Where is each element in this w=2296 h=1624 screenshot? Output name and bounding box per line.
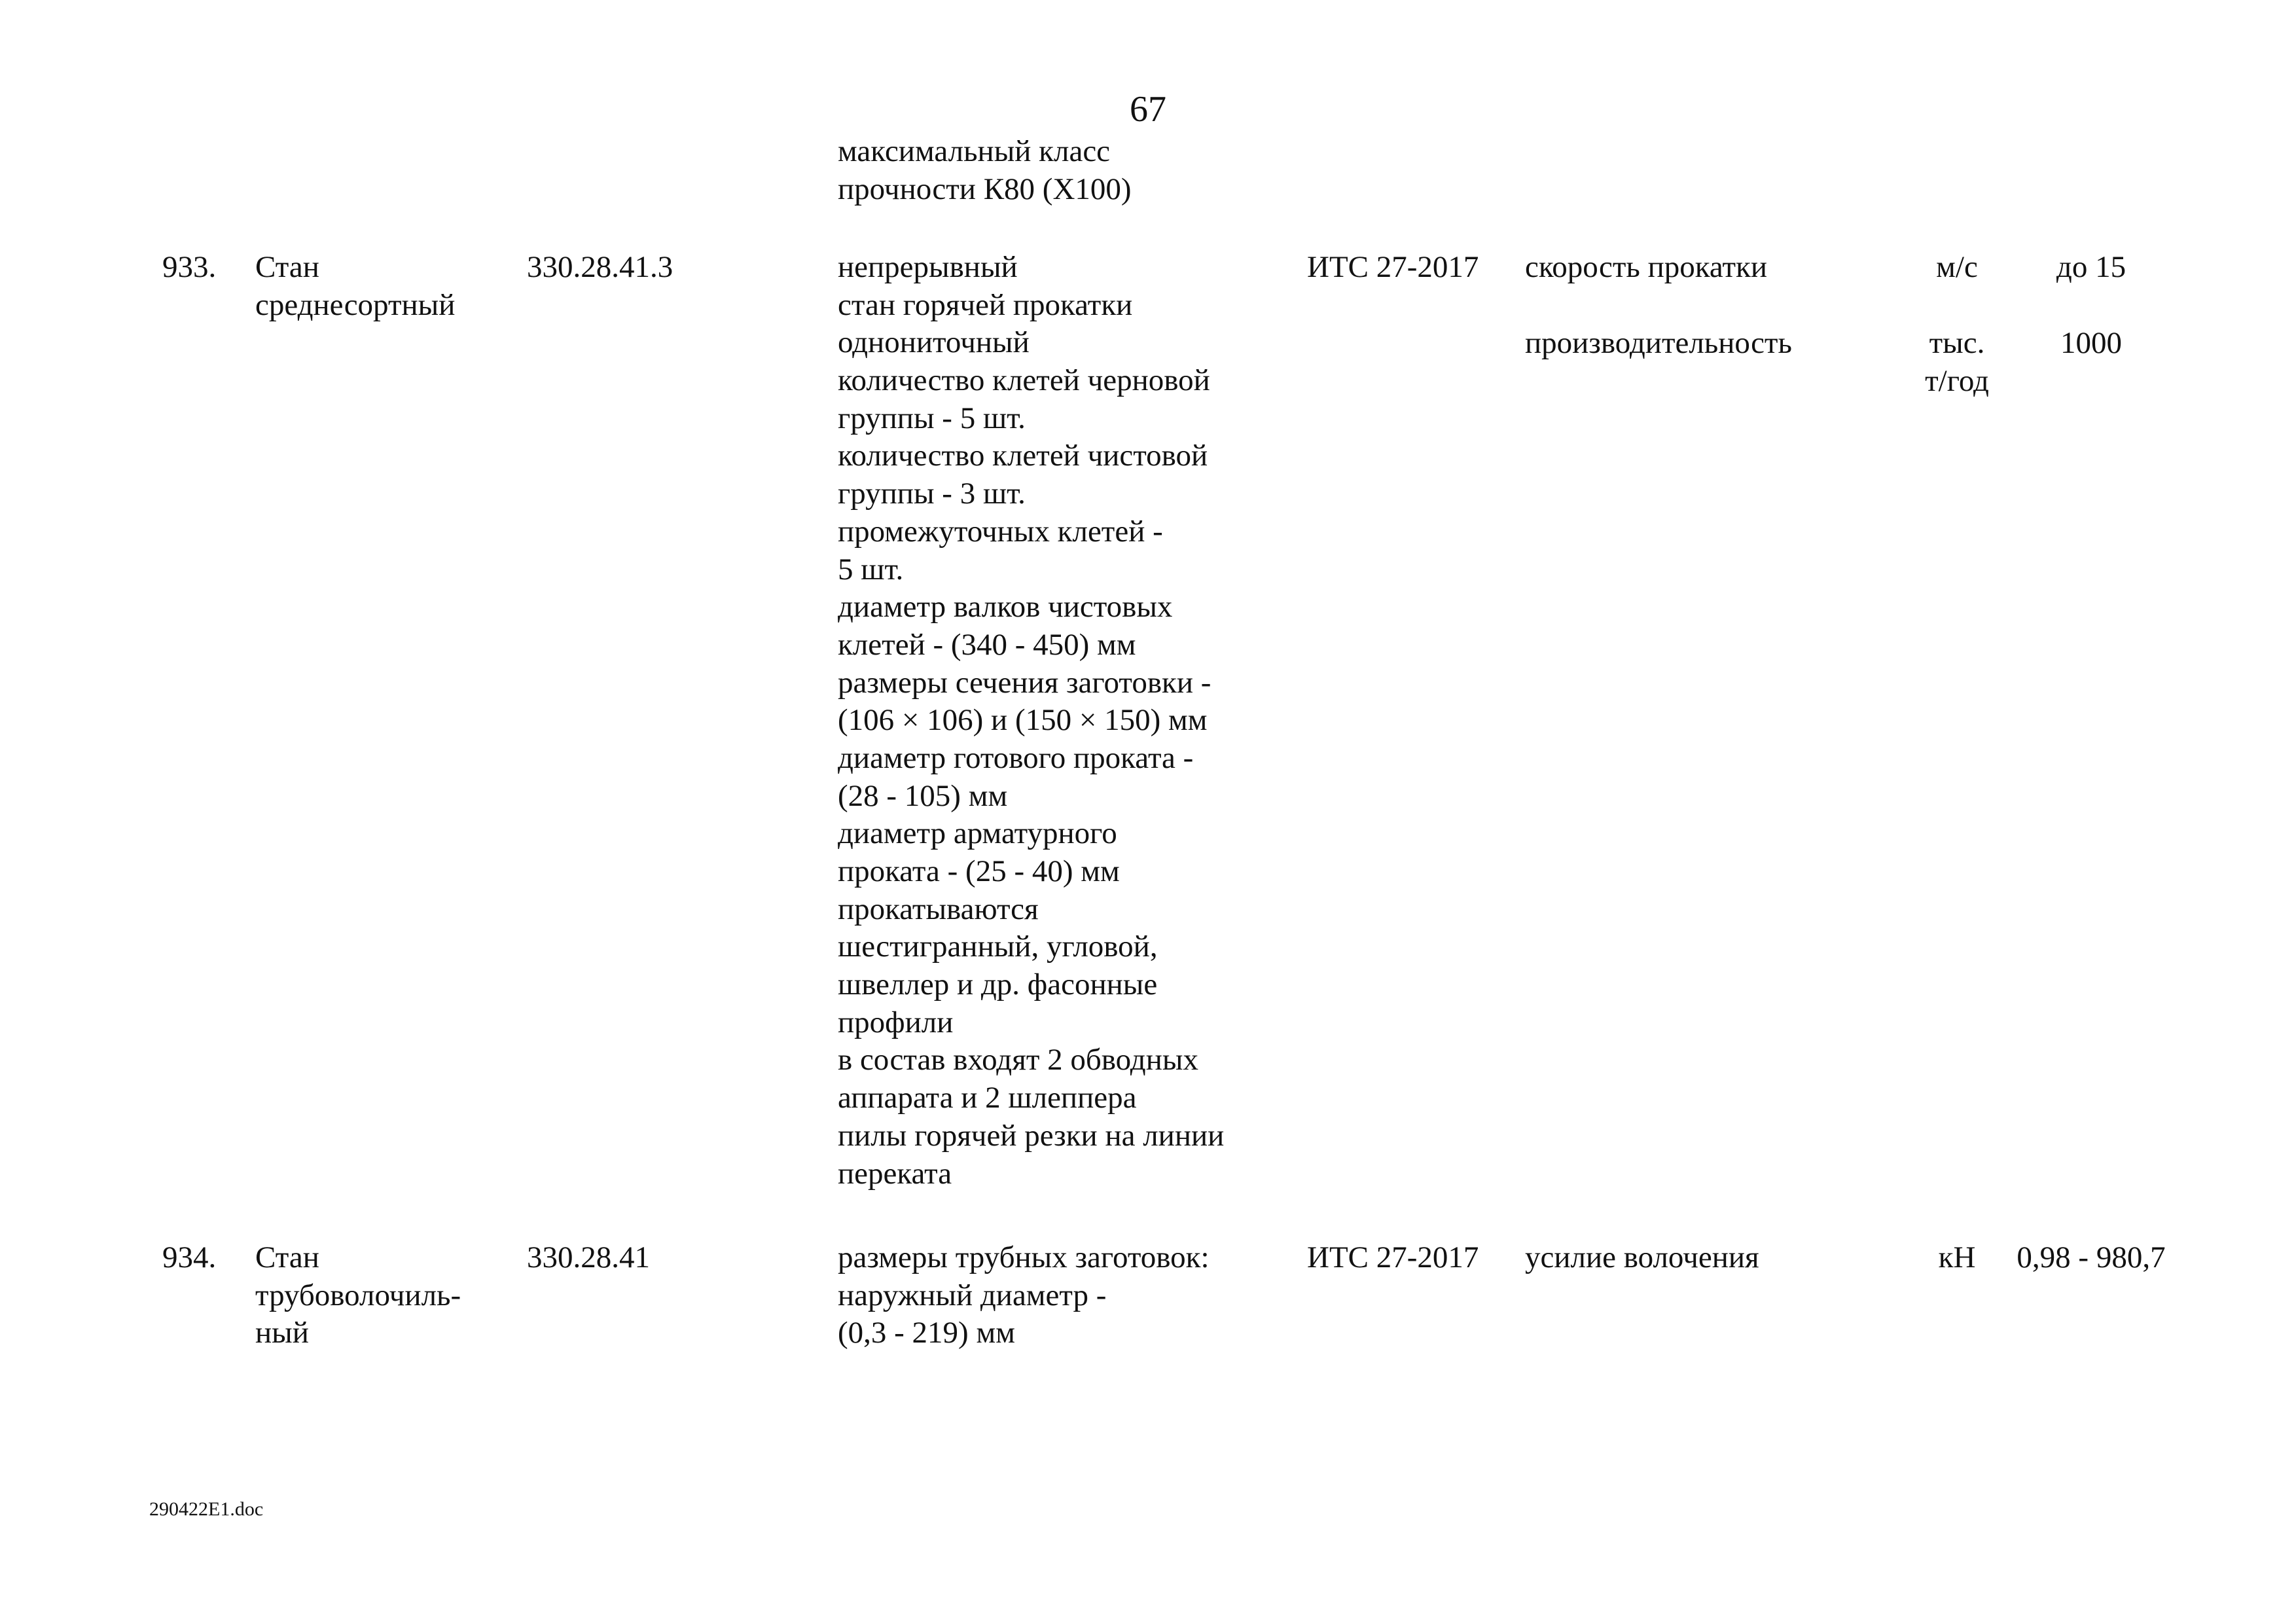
description-line: переката [838, 1156, 952, 1191]
description-line: (0,3 - 219) мм [838, 1316, 1015, 1350]
parameter-unit: м/с [1936, 250, 1978, 284]
description-line: размеры сечения заготовки - [838, 665, 1211, 700]
parameter-unit-line: т/год [1925, 363, 1989, 398]
parameter-value: 1000 [2060, 326, 2122, 360]
description-line: швеллер и др. фасонные [838, 967, 1158, 1002]
equipment-name-line: ный [255, 1316, 309, 1350]
parameter-name: производительность [1525, 326, 1792, 360]
standard-reference: ИТС 27-2017 [1307, 1240, 1479, 1274]
equipment-name-line: Стан [255, 1240, 319, 1274]
equipment-name-line: Стан [255, 250, 319, 284]
description-line: диаметр валков чистовых [838, 590, 1173, 624]
description-line: (28 - 105) мм [838, 778, 1008, 813]
okpd-code: 330.28.41.3 [527, 250, 673, 284]
description-line: группы - 5 шт. [838, 401, 1026, 435]
standard-reference: ИТС 27-2017 [1307, 250, 1479, 284]
row-number: 933. [162, 250, 217, 284]
parameter-name: скорость прокатки [1525, 250, 1768, 284]
description-line: прокатываются [838, 892, 1039, 926]
description-line: непрерывный [838, 250, 1018, 284]
description-line: профили [838, 1005, 954, 1039]
description-line: наружный диаметр - [838, 1278, 1107, 1312]
equipment-name-line: трубоволочиль- [255, 1278, 461, 1312]
description-line: группы - 3 шт. [838, 477, 1026, 511]
equipment-name-line: среднесортный [255, 287, 456, 322]
parameter-name: усилие волочения [1525, 1240, 1759, 1274]
continuation-line: максимальный класс [838, 134, 1111, 168]
description-line: пилы горячей резки на линии [838, 1118, 1225, 1153]
document-filename: 290422E1.doc [149, 1498, 264, 1520]
description-line: 5 шт. [838, 552, 904, 586]
description-line: количество клетей черновой [838, 363, 1210, 398]
description-line: диаметр готового проката - [838, 740, 1194, 775]
description [838, 249, 1224, 1193]
equipment-name [255, 249, 455, 324]
okpd-code: 330.28.41 [527, 1240, 650, 1274]
description-line: количество клетей чистовой [838, 439, 1208, 473]
parameter-unit-line: тыс. [1929, 326, 1985, 360]
row-number: 934. [162, 1240, 217, 1274]
description-line: шестигранный, угловой, [838, 929, 1158, 964]
description-line: аппарата и 2 шлеппера [838, 1081, 1137, 1115]
description-line: размеры трубных заготовок: [838, 1240, 1210, 1274]
description-line: диаметр арматурного [838, 816, 1117, 851]
description-line: в состав входят 2 обводных [838, 1043, 1198, 1077]
parameter-value: до 15 [2056, 250, 2126, 284]
description-line: стан горячей прокатки [838, 287, 1133, 322]
parameter-unit: кН [1938, 1240, 1976, 1274]
description-line: проката - (25 - 40) мм [838, 854, 1120, 888]
description [838, 1239, 1210, 1352]
continuation-text [838, 133, 1132, 208]
continuation-line: прочности К80 (Х100) [838, 171, 1132, 206]
page-number: 67 [1130, 89, 1166, 130]
description-line: (106 × 106) и (150 × 150) мм [838, 703, 1208, 738]
parameter-value: 0,98 - 980,7 [2017, 1240, 2166, 1274]
parameter-unit [1898, 325, 2016, 400]
description-line: промежуточных клетей - [838, 514, 1163, 549]
equipment-name [255, 1239, 461, 1352]
description-line: однониточный [838, 325, 1030, 360]
description-line: клетей - (340 - 450) мм [838, 627, 1136, 662]
